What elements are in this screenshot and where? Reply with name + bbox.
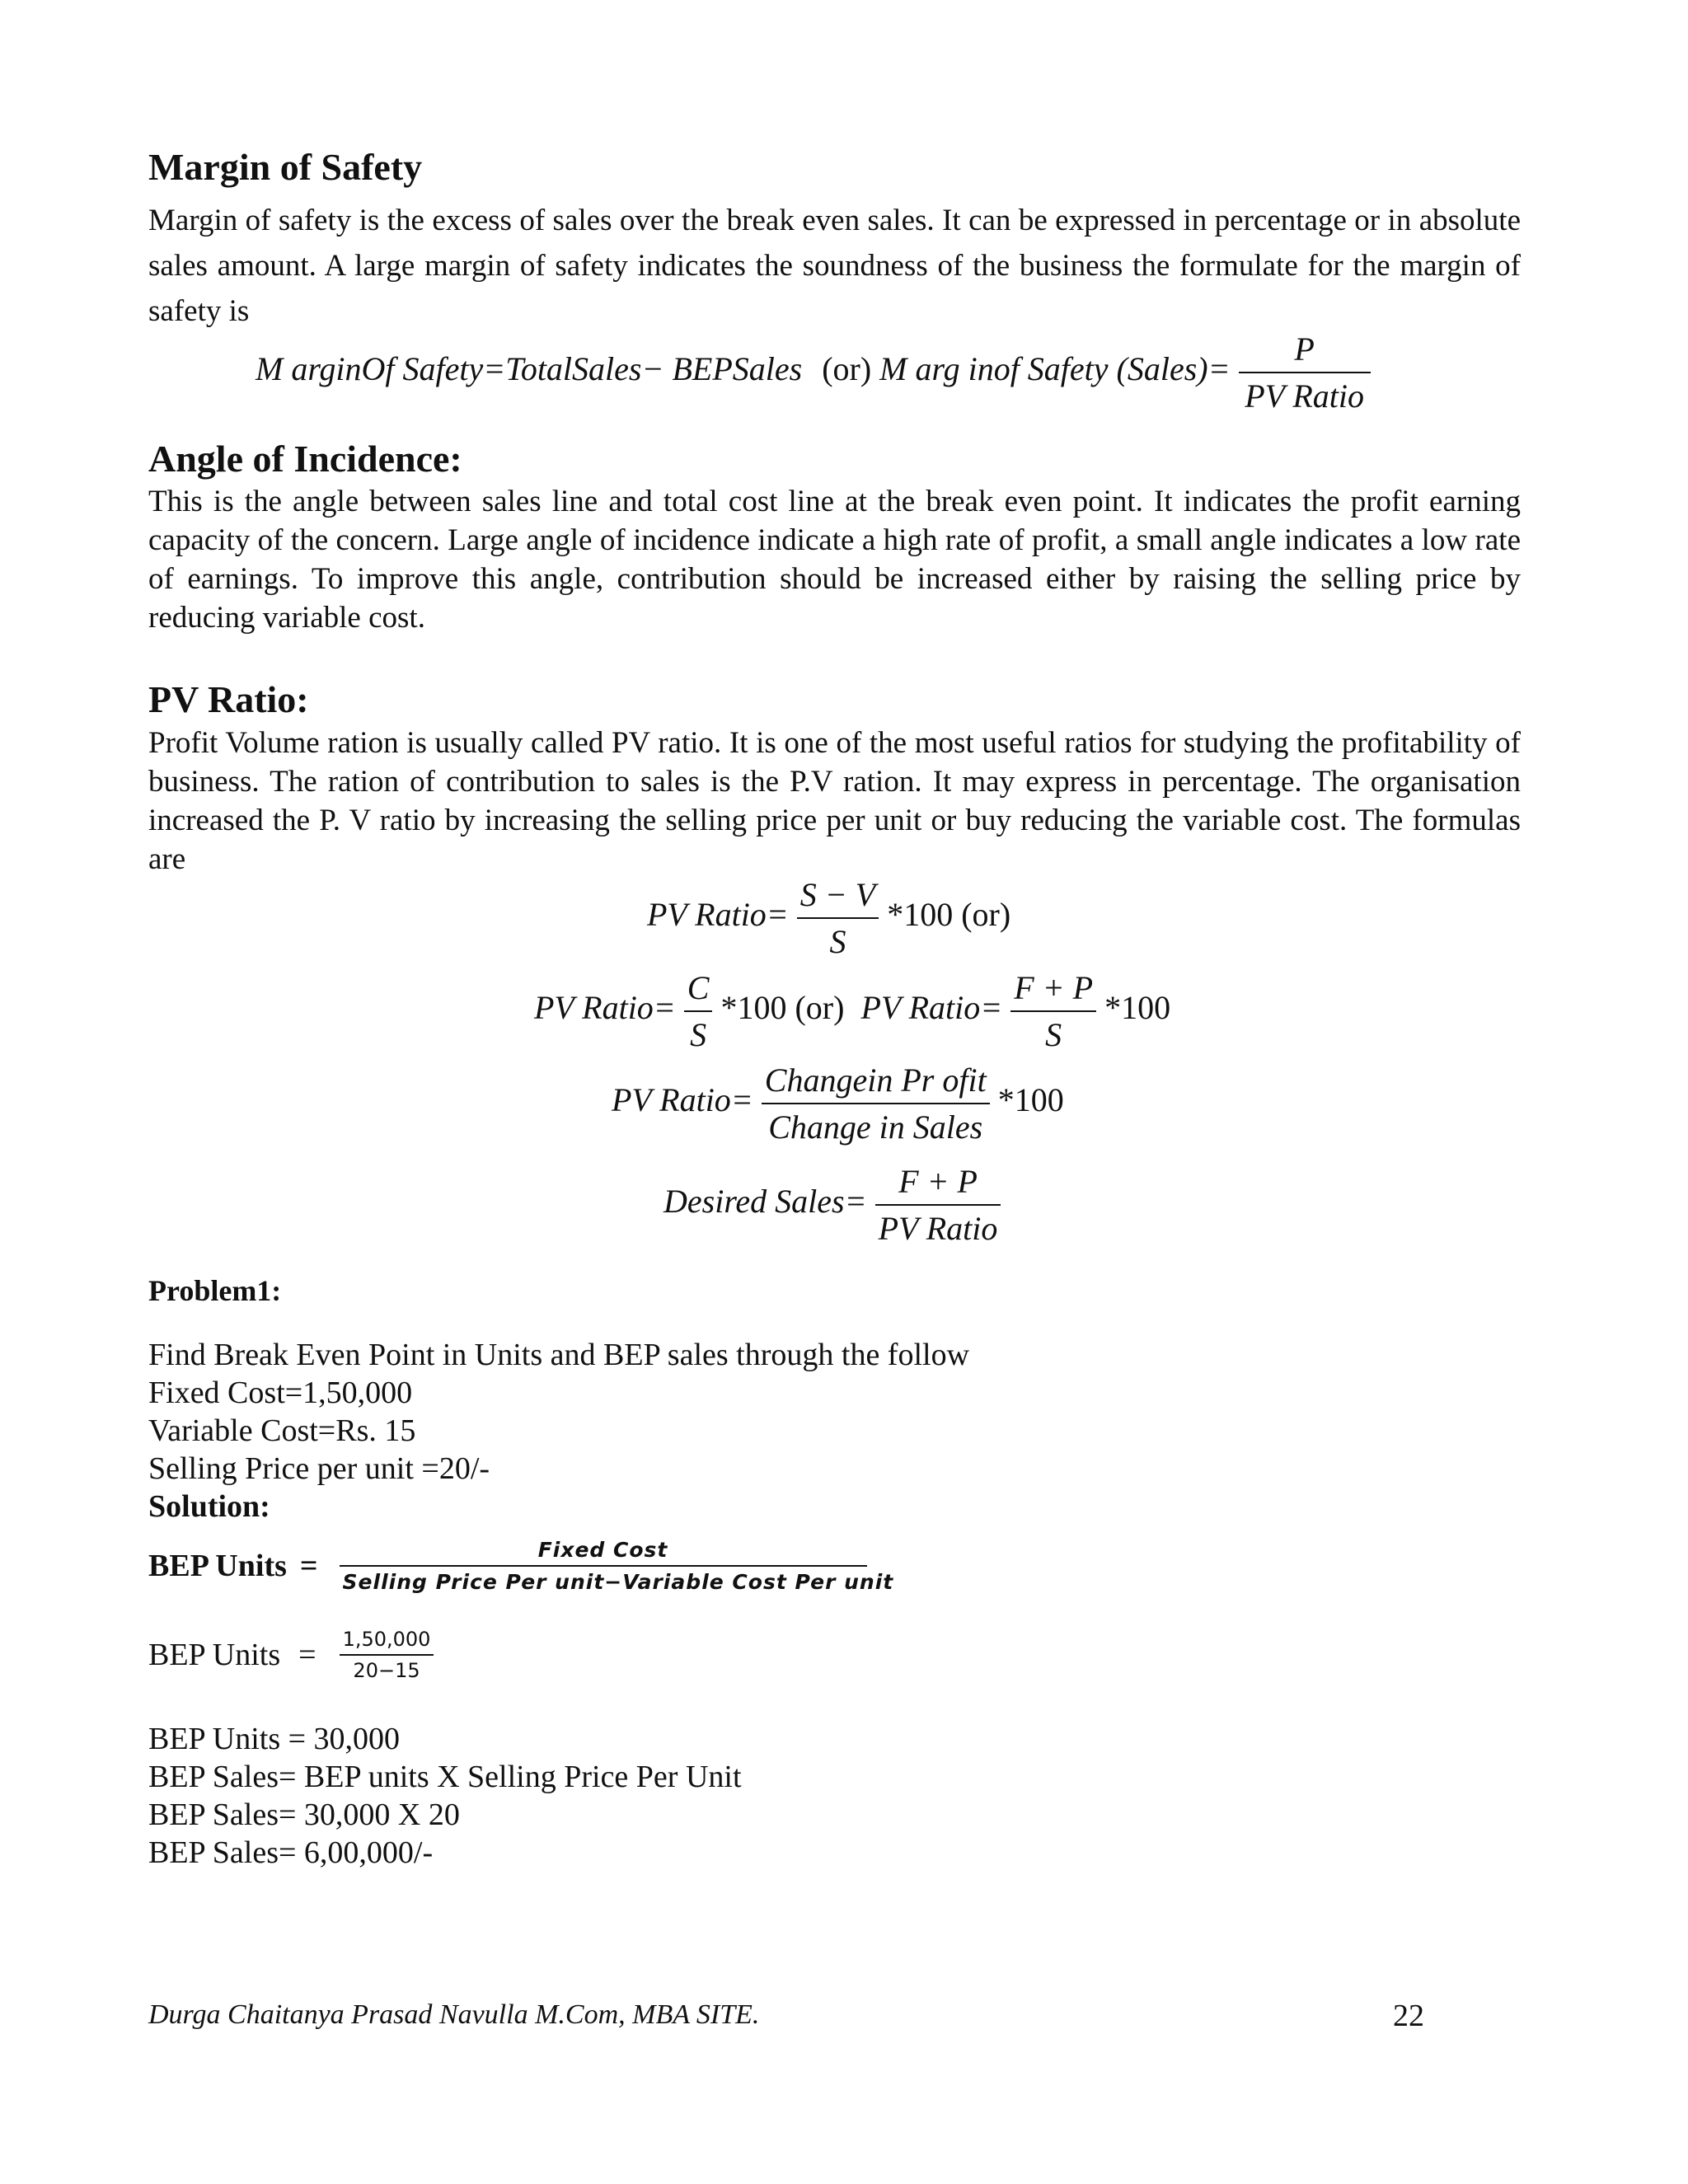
pv-f1-denominator: S [829, 923, 846, 960]
pv-f2a-numerator: C [684, 968, 713, 1012]
bep-calc-fraction [340, 1628, 434, 1682]
bep-units-label: BEP Units [148, 1549, 287, 1583]
problem-line-1: Find Break Even Point in Units and BEP sales through the follow [148, 1338, 970, 1372]
bep-units-calc-equals: = [298, 1638, 316, 1672]
pv-f4-denominator: PV Ratio [878, 1210, 998, 1247]
problem-heading: Problem1: [148, 1274, 282, 1307]
pv-f3-lhs: PV Ratio= [612, 1081, 753, 1119]
pv-f3-numerator: Changein Pr ofit [762, 1061, 990, 1104]
desired-sales-formula [663, 1162, 1001, 1248]
margin-of-safety-formula [256, 330, 1371, 415]
pv-f4-fraction [875, 1162, 1001, 1248]
result-line-3: BEP Sales= 30,000 X 20 [148, 1797, 460, 1832]
pv-f1-tail: *100 (or) [887, 896, 1011, 934]
mos-fraction-denominator: PV Ratio [1245, 377, 1365, 415]
pv-f1-lhs: PV Ratio= [647, 896, 789, 934]
pv-formula-2 [534, 968, 1170, 1054]
problem-line-3: Variable Cost=Rs. 15 [148, 1413, 416, 1448]
pv-f2a-tail: *100 (or) [720, 989, 845, 1027]
problem-line-2: Fixed Cost=1,50,000 [148, 1376, 413, 1410]
bep-calc-denominator: 20−15 [353, 1659, 420, 1682]
bep-units-fraction [340, 1538, 894, 1594]
bep-fraction-numerator: Fixed Cost [340, 1538, 867, 1567]
footer-author: Durga Chaitanya Prasad Navulla M.Com, MBA SITE. [148, 1999, 760, 2030]
bep-calc-numerator: 1,50,000 [340, 1628, 434, 1656]
pv-ratio-heading: PV Ratio: [148, 678, 309, 720]
mos-formula-fraction [1239, 330, 1371, 415]
pv-f2a-lhs: PV Ratio= [534, 989, 676, 1027]
mos-formula-right-lhs: M arg inof Safety (Sales)= [879, 350, 1231, 388]
mos-formula-or: (or) [822, 350, 872, 388]
pv-f2b-tail: *100 [1104, 989, 1171, 1027]
margin-of-safety-paragraph: Margin of safety is the excess of sales over the break even sales. It can be expressed in percentage or in absolute sales amount. A large margin of safety indicates the soundness of the business the formulate for the margin of safety is [148, 204, 1521, 328]
margin-of-safety-heading: Margin of Safety [148, 146, 423, 188]
bep-units-formula [148, 1538, 894, 1594]
angle-of-incidence-heading: Angle of Incidence: [148, 438, 462, 480]
pv-formula-3 [612, 1061, 1064, 1146]
bep-fraction-denominator: Selling Price Per unit−Variable Cost Per unit [342, 1570, 894, 1594]
pv-f2a-denominator: S [690, 1016, 707, 1053]
pv-f2b-fraction [1010, 968, 1096, 1054]
pv-f3-fraction [762, 1061, 990, 1146]
angle-of-incidence-paragraph: This is the angle between sales line and total cost line at the break even point. It indicates the profit earning capacity of the concern. Large angle of incidence indicate a high rate of profit, a small angle indicates a low rate of earnings. To improve this angle, contribution should be increased either by raising the selling price by reducing variable cost. [148, 485, 1521, 635]
bep-units-calc [148, 1628, 434, 1682]
pv-formula-1 [647, 875, 1010, 961]
pv-f2a-fraction [684, 968, 713, 1054]
result-line-1: BEP Units = 30,000 [148, 1722, 401, 1756]
pv-f4-lhs: Desired Sales= [663, 1183, 867, 1221]
bep-units-equals: = [299, 1549, 318, 1583]
pv-f2b-denominator: S [1045, 1016, 1062, 1053]
result-line-2: BEP Sales= BEP units X Selling Price Per Unit [148, 1760, 742, 1794]
pv-ratio-paragraph: Profit Volume ration is usually called PV ratio. It is one of the most useful ratios for studying the profitability of business. The ration of contribution to sales is the P.V ration. It may express in percentage. The organisation increased the P. V ratio by increasing the selling price per unit or buy reducing the variable cost. The formulas are [148, 726, 1521, 876]
pv-f2b-numerator: F + P [1010, 968, 1096, 1012]
problem-line-4: Selling Price per unit =20/- [148, 1451, 490, 1486]
bep-units-calc-label: BEP Units [148, 1638, 281, 1672]
page-number: 22 [1393, 1999, 1424, 2033]
solution-label: Solution: [148, 1489, 270, 1524]
result-line-4: BEP Sales= 6,00,000/- [148, 1835, 434, 1870]
pv-f1-fraction [797, 875, 879, 961]
pv-f4-numerator: F + P [875, 1162, 1001, 1206]
pv-f3-tail: *100 [997, 1081, 1064, 1119]
pv-f1-numerator: S − V [797, 875, 879, 919]
mos-formula-left: M arginOf Safety=TotalSales− BEPSales [256, 350, 803, 388]
pv-f3-denominator: Change in Sales [768, 1108, 983, 1146]
mos-fraction-numerator: P [1239, 330, 1371, 373]
pv-f2b-lhs: PV Ratio= [860, 989, 1003, 1027]
